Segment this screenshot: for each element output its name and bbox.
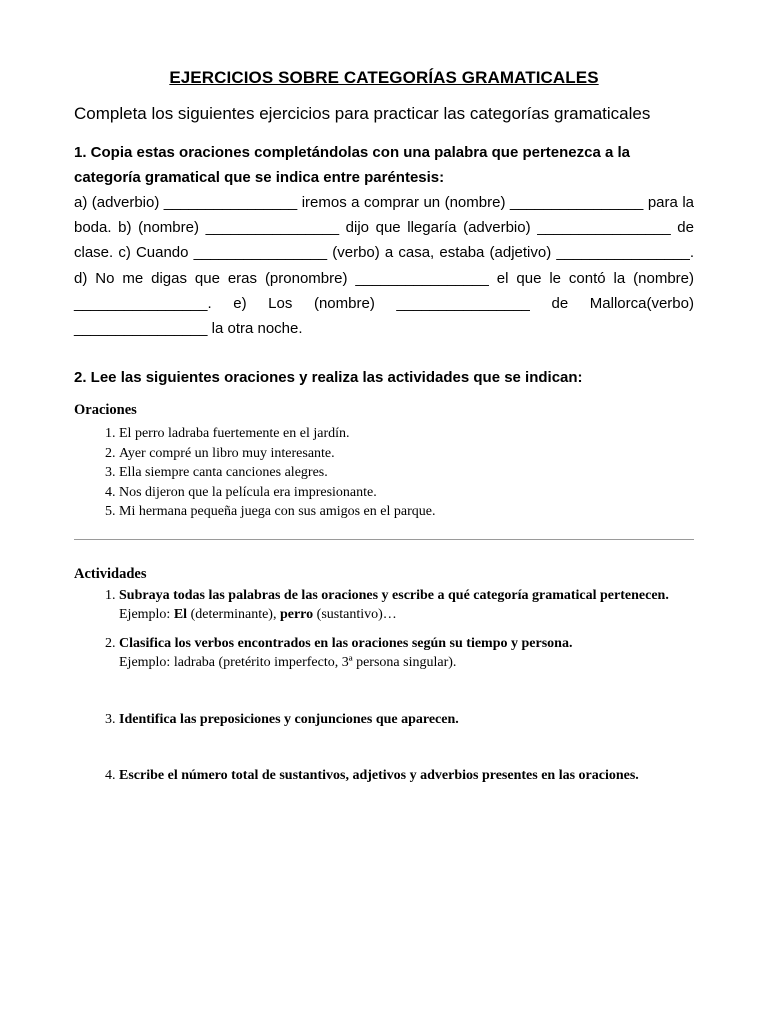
activity-item xyxy=(119,766,694,786)
sentences-heading: Oraciones xyxy=(74,402,137,419)
example-tag: (sustantivo)… xyxy=(313,607,397,623)
activity-example: Ejemplo: ladraba (pretérito imperfecto, 3ª persona singular). xyxy=(119,655,457,671)
activity-title: Subraya todas las palabras de las oraciones y escribe a qué categoría gramatical pertenecen. xyxy=(119,587,669,603)
example-word: El xyxy=(173,607,188,623)
list-item: 3. Ella siempre canta canciones alegres. xyxy=(119,463,694,483)
example-word: perro xyxy=(279,607,314,623)
exercise-1-body: a) (adverbio) ________________ iremos a comprar un (nombre) ________________ para la boda. b) (nombre) ________________ dijo que llegaría (adverbio) ________________ de clase. c) Cuando ________________ (verbo) a casa, estaba (adjetivo) ________________. d) No me digas que eras (pronombre) ________________ el que le contó la (nombre) ________________. e) Los (nombre) ________________ de Mallorca(verbo) ________________ la otra noche. xyxy=(74,194,694,338)
exercise-2-heading: 2. Lee las siguientes oraciones y realiza las actividades que se indican: xyxy=(74,369,583,387)
exercise-1 xyxy=(74,140,694,341)
example-tag: (determinante), xyxy=(187,607,280,623)
activity-item xyxy=(119,586,694,625)
activity-item xyxy=(119,634,694,673)
activities-heading: Actividades xyxy=(74,565,147,582)
activity-item xyxy=(119,710,694,730)
activities-list xyxy=(74,586,694,786)
page-title: EJERCICIOS SOBRE CATEGORÍAS GRAMATICALES xyxy=(169,68,599,87)
exercise-2 xyxy=(74,365,694,786)
activity-example-prefix: Ejemplo: xyxy=(119,607,174,623)
list-item: 5. Mi hermana pequeña juega con sus amigos en el parque. xyxy=(119,502,694,522)
activity-title: Clasifica los verbos encontrados en las oraciones según su tiempo y persona. xyxy=(119,635,573,651)
list-item: 4. Nos dijeron que la película era impresionante. xyxy=(119,483,694,503)
list-item: 1. El perro ladraba fuertemente en el jardín. xyxy=(119,424,694,444)
list-item: 2. Ayer compré un libro muy interesante. xyxy=(119,444,694,464)
intro-text: Completa los siguientes ejercicios para practicar las categorías gramaticales xyxy=(74,104,651,123)
exercise-1-heading: 1. Copia estas oraciones completándolas con una palabra que pertenezca a la categoría gramatical que se indica entre paréntesis: xyxy=(74,144,631,186)
divider xyxy=(74,539,694,540)
activity-title: Identifica las preposiciones y conjunciones que aparecen. xyxy=(119,711,459,727)
activity-title: Escribe el número total de sustantivos, adjetivos y adverbios presentes en las oraciones. xyxy=(119,768,639,784)
sentences-list xyxy=(74,424,694,522)
